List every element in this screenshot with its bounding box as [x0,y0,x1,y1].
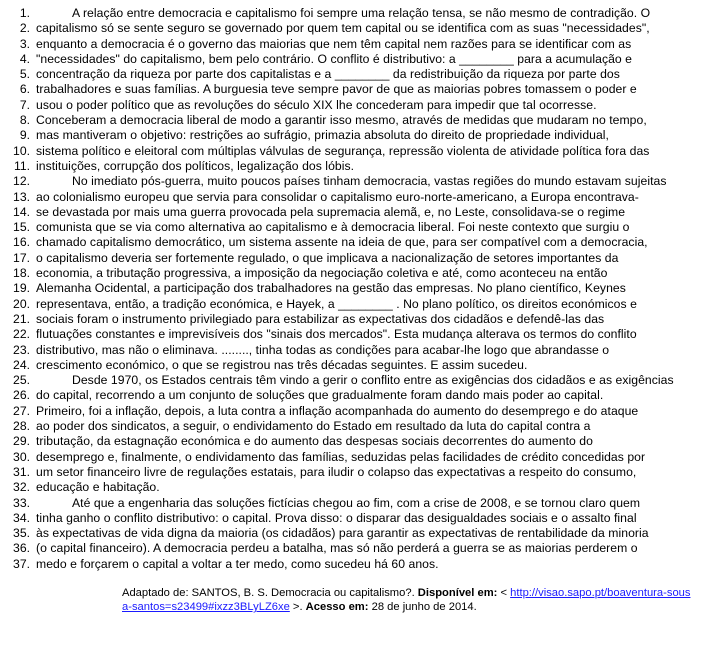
text-line [10,373,709,388]
line-number: 36. [13,541,30,556]
line-number: 21. [13,311,30,326]
line-number: 3. [19,36,30,51]
line-number: 6. [19,82,30,97]
line-number: 26. [13,388,30,403]
text-line [10,343,709,358]
line-text: tributação, da estagnação económica e do aumento das despesas sociais decorrentes do aumento do [36,434,593,449]
text-line [10,6,709,21]
text-line [10,358,709,373]
line-number: 31. [13,464,30,479]
line-number: 32. [13,480,30,495]
text-line [10,235,709,250]
text-line [10,67,709,82]
text-line [10,113,709,128]
line-text: (o capital financeiro). A democracia perdeu a batalha, mas só não perderá a guerra se as maiorias perderem o [36,541,638,556]
line-text: flutuações constantes e imprevisíveis dos "sinais dos mercados". Esta mudança alterava os termos do conflito [36,327,637,342]
line-number: 12. [13,174,30,189]
text-line [10,541,709,556]
text-line [10,128,709,143]
line-number: 15. [13,220,30,235]
line-text: "necessidades" do capitalismo, bem pelo contrário. O conflito é distributivo: a ________ para a acumulação e [36,51,633,66]
line-number: 17. [13,250,30,265]
line-number: 11. [13,158,30,173]
line-text: crescimento económico, o que se registrou nas três décadas seguintes. E assim sucedeu. [36,357,528,372]
line-text: Conceberam a democracia liberal de modo a garantir isso mesmo, através de medidas que mudaram no tempo, [36,113,647,128]
text-line [10,511,709,526]
line-text: ao colonialismo europeu que servia para consolidar o capitalismo euro-norte-americano, a Europa encontrava- [36,189,639,204]
line-text: medo e forçarem o capital a voltar a ter medo, como sucedeu há 60 anos. [36,556,439,571]
line-number: 1. [19,6,30,20]
source-url-close: >. [289,601,306,614]
text-line [10,450,709,465]
line-number: 29. [13,434,30,449]
source-url-open: < [497,586,511,599]
line-number: 18. [13,266,30,281]
line-text: ao poder dos sindicatos, a seguir, o endividamento do Estado em resultado da luta do capital contra a [36,419,591,434]
text-line [10,220,709,235]
line-text: usou o poder político que as revoluções do século XIX lhe concederam para impedir que tal ocorresse. [36,97,597,112]
text-line [10,37,709,52]
line-number: 23. [13,342,30,357]
line-number: 22. [13,327,30,342]
line-text: do capital, recorrendo a um conjunto de soluções que gradualmente foram dando mais poder ao capital. [36,388,604,403]
line-number: 4. [19,51,30,66]
text-line [10,388,709,403]
text-line [10,82,709,97]
line-number: 25. [13,373,30,388]
line-text: tinha ganho o conflito distributivo: o capital. Prova disso: o disparar das desigualdades sociais e o assalto final [36,510,637,525]
line-text: concentração da riqueza por parte dos capitalistas e a ________ da redistribuição da riqueza por parte dos [36,67,620,82]
text-line [10,557,709,572]
text-line [10,434,709,449]
source-reference: SANTOS, B. S. Democracia ou capitalismo?. [191,586,418,599]
line-number: 7. [19,97,30,112]
line-text: chamado capitalismo democrático, um sistema assente na ideia de que, para ser compatível com a democracia, [36,235,648,250]
line-text: o capitalismo deveria ser fortemente regulado, o que implicava a nacionalização de setores importantes da [36,250,619,265]
line-text: se devastada por mais uma guerra provocada pela supremacia alemã, e, no Leste, consolidava-se o regime [36,204,626,219]
line-text: comunista que se via como alternativa ao capitalismo e à democracia liberal. Foi neste contexto que surgiu o [36,220,630,235]
line-text: Até que a engenharia das soluções fictícias chegou ao fim, com a crise de 2008, e se tornou claro quem [72,495,641,510]
text-line [10,404,709,419]
line-text: um setor financeiro livre de regulações estatais, para iludir o colapso das expectativas a respeito do consumo, [36,464,637,479]
line-number: 2. [19,21,30,36]
text-line [10,159,709,174]
source-available-label: Disponível em: [417,586,498,599]
line-number: 5. [19,67,30,82]
line-number: 10. [13,143,30,158]
line-text: educação e habitação. [36,480,160,495]
line-number: 13. [13,189,30,204]
text-line [10,205,709,220]
source-prefix: Adaptado de: [122,586,192,599]
line-text: representava, então, a tradição económica, e Hayek, a ________ . No plano político, os direitos económicos e [36,296,637,311]
line-text: Alemanha Ocidental, a participação dos trabalhadores na gestão das empresas. No plano científico, Keynes [36,281,626,296]
text-line [10,419,709,434]
line-text: A relação entre democracia e capitalismo foi sempre uma relação tensa, se não mesmo de contradição. O [72,6,651,20]
text-line [10,327,709,342]
numbered-text-body [10,6,709,572]
text-line [10,480,709,495]
text-line [10,251,709,266]
line-text: capitalismo só se sente seguro se governado por quem tem capital ou se identifica com as suas "necessidades", [36,21,650,36]
text-line [10,526,709,541]
line-number: 8. [19,113,30,128]
line-number: 19. [13,281,30,296]
text-line [10,465,709,480]
text-line [10,496,709,511]
text-line [10,21,709,36]
text-line [10,52,709,67]
line-number: 24. [13,357,30,372]
source-url-link[interactable]: http://visao.sapo.pt/boaventura-sousa-santos=s23499#ixzz3BLyLZ6xe [122,586,691,614]
line-number: 34. [13,510,30,525]
line-text: mas mantiveram o objetivo: restrições ao sufrágio, primazia absoluta do direito de propriedade individual, [36,128,609,143]
line-text: Primeiro, foi a inflação, depois, a luta contra a inflação acompanhada do aumento do desemprego e do ataque [36,403,639,418]
text-line [10,98,709,113]
line-number: 20. [13,296,30,311]
line-text: desemprego e, finalmente, o endividamento das famílias, seduzidas pelas facilidades de crédito concedidas por [36,449,646,464]
line-number: 28. [13,419,30,434]
text-line [10,281,709,296]
line-number: 37. [13,556,30,571]
line-number: 14. [13,204,30,219]
line-text: instituições, corrupção dos políticos, legalização dos lóbis. [36,158,355,173]
line-number: 27. [13,403,30,418]
text-line [10,312,709,327]
text-line [10,190,709,205]
line-text: às expectativas de vida digna da maioria (os cidadãos) para garantir as expectativas de rentabilidade da minoria [36,526,649,541]
line-text: sociais foram o instrumento privilegiado para estabilizar as expectativas dos cidadãos e defendê-las das [36,311,605,326]
source-access-date: 28 de junho de 2014. [368,601,477,614]
line-number: 33. [13,495,30,510]
line-text: distributivo, mas não o eliminava. ........, tinha todas as condições para acabar-lhe logo que abrandasse o [36,342,610,357]
text-line [10,144,709,159]
line-text: sistema político e eleitoral com múltiplas válvulas de segurança, repressão violenta de atividade política fora das [36,143,650,158]
line-number: 30. [13,449,30,464]
line-text: No imediato pós-guerra, muito poucos países tinham democracia, vastas regiões do mundo estavam sujeitas [72,174,667,189]
text-line [10,297,709,312]
line-text: economia, a tributação progressiva, a imposição da negociação coletiva e até, como aconteceu na então [36,266,608,281]
line-number: 35. [13,526,30,541]
text-line [10,266,709,281]
source-citation [10,586,709,615]
text-line [10,174,709,189]
line-number: 16. [13,235,30,250]
line-number: 9. [19,128,30,143]
line-text: trabalhadores e suas famílias. A burguesia teve sempre pavor de que as maiorias pobres tomassem o poder e [36,82,637,97]
line-text: Desde 1970, os Estados centrais têm vindo a gerir o conflito entre as exigências dos cidadãos e as exigências [72,373,674,388]
line-text: enquanto a democracia é o governo das maiorias que nem têm capital nem razões para se identificar com as [36,36,632,51]
source-access-label: Acesso em: [305,601,369,614]
